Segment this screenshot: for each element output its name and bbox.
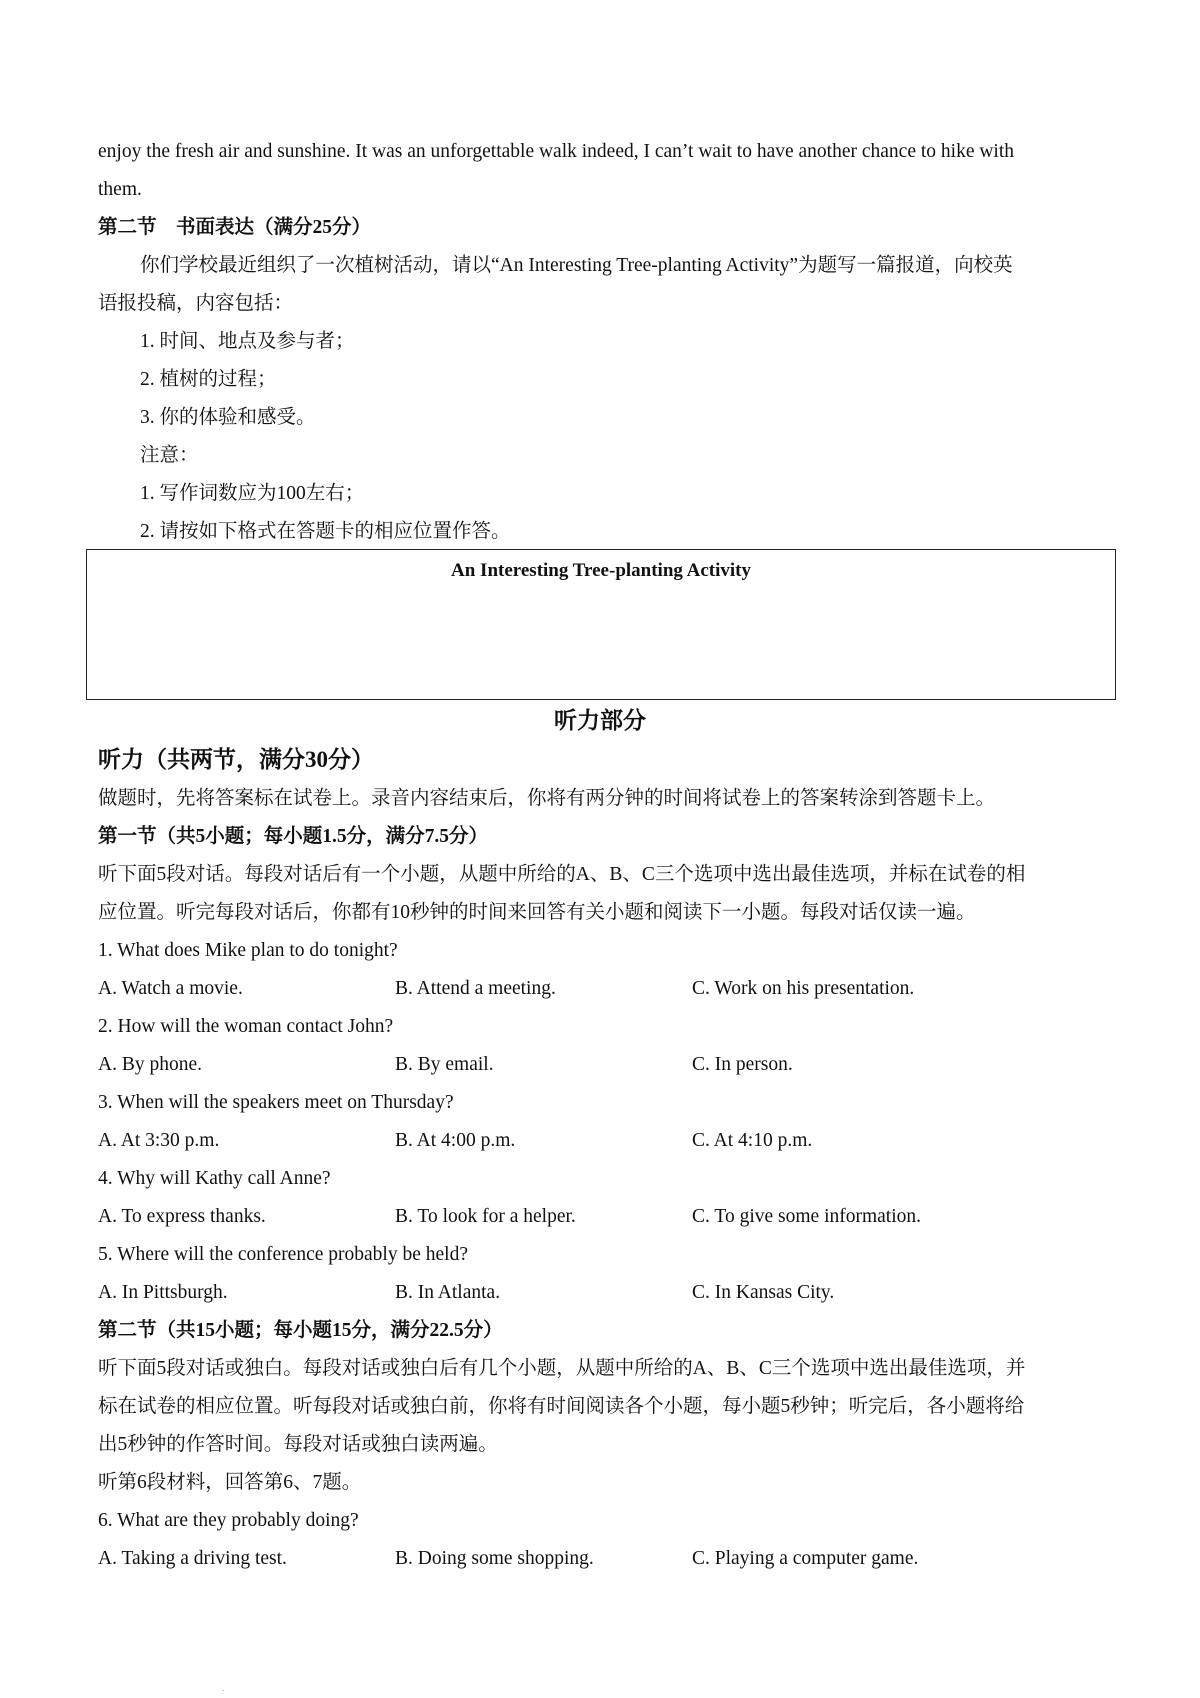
listening-instruction: 做题时，先将答案标在试卷上。录音内容结束后，你将有两分钟的时间将试卷上的答案转涂到答题卡上。 <box>98 788 996 809</box>
writing-note-1: 1. 写作词数应为100左右； <box>140 483 365 504</box>
q2-option-c: C. In person. <box>692 1054 793 1075</box>
question-6: 6. What are they probably doing? <box>98 1510 359 1531</box>
section2-desc-line-2: 标在试卷的相应位置。听每段对话或独白前，你将有时间阅读各个小题，每小题5秒钟；听完后，各小题将给 <box>98 1396 1025 1417</box>
question-4: 4. Why will Kathy call Anne? <box>98 1168 331 1189</box>
q4-option-c: C. To give some information. <box>692 1206 922 1227</box>
q1-option-a: A. Watch a movie. <box>98 978 243 999</box>
writing-heading: 第二节 书面表达（满分25分） <box>98 217 372 238</box>
question-1: 1. What does Mike plan to do tonight? <box>98 940 398 961</box>
q5-option-c: C. In Kansas City. <box>692 1282 835 1303</box>
q4-option-a: A. To express thanks. <box>98 1206 266 1227</box>
section2-material: 听第6段材料，回答第6、7题。 <box>98 1472 362 1493</box>
essay-box-title: An Interesting Tree-planting Activity <box>451 560 751 581</box>
q1-option-b: B. Attend a meeting. <box>395 978 556 999</box>
writing-note-2: 2. 请按如下格式在答题卡的相应位置作答。 <box>140 521 511 542</box>
q3-option-b: B. At 4:00 p.m. <box>395 1130 516 1151</box>
question-2: 2. How will the woman contact John? <box>98 1016 394 1037</box>
q4-option-b: B. To look for a helper. <box>395 1206 576 1227</box>
essay-answer-box <box>86 549 1116 700</box>
q5-option-a: A. In Pittsburgh. <box>98 1282 228 1303</box>
listening-part-title: 听力部分 <box>554 708 646 733</box>
q6-option-c: C. Playing a computer game. <box>692 1548 919 1569</box>
section1-desc-line-2: 应位置。听完每段对话后，你都有10秒钟的时间来回答有关小题和阅读下一小题。每段对话仅读一遍。 <box>98 902 976 923</box>
writing-note-label: 注意： <box>140 445 199 466</box>
section2-desc-line-3: 出5秒钟的作答时间。每段对话或独白读两遍。 <box>98 1434 498 1455</box>
q5-option-b: B. In Atlanta. <box>395 1282 501 1303</box>
listening-heading: 听力（共两节，满分30分） <box>98 747 374 772</box>
q1-option-c: C. Work on his presentation. <box>692 978 915 999</box>
q3-option-a: A. At 3:30 p.m. <box>98 1130 220 1151</box>
q2-option-a: A. By phone. <box>98 1054 202 1075</box>
writing-point-1: 1. 时间、地点及参与者； <box>140 331 355 352</box>
intro-line-1: enjoy the fresh air and sunshine. It was an unforgettable walk indeed, I can’t wait to have another chance to hike with <box>98 141 1015 162</box>
question-5: 5. Where will the conference probably be held? <box>98 1244 468 1265</box>
q6-option-a: A. Taking a driving test. <box>98 1548 287 1569</box>
section2-desc-line-1: 听下面5段对话或独白。每段对话或独白后有几个小题，从题中所给的A、B、C三个选项中选出最佳选项，并 <box>98 1358 1026 1379</box>
q6-option-b: B. Doing some shopping. <box>395 1548 594 1569</box>
q2-option-b: B. By email. <box>395 1054 494 1075</box>
writing-prompt-line-2: 语报投稿，内容包括： <box>98 293 294 314</box>
section1-heading: 第一节（共5小题；每小题1.5分，满分7.5分） <box>98 826 489 847</box>
writing-point-3: 3. 你的体验和感受。 <box>140 407 316 428</box>
footer-mark: . <box>222 1683 225 1693</box>
q3-option-c: C. At 4:10 p.m. <box>692 1130 813 1151</box>
intro-line-2: them. <box>98 179 142 200</box>
section2-heading: 第二节（共15小题；每小题15分，满分22.5分） <box>98 1320 503 1341</box>
writing-prompt-line-1: 你们学校最近组织了一次植树活动，请以“An Interesting Tree-planting Activity”为题写一篇报道，向校英 <box>140 255 1013 276</box>
section1-desc-line-1: 听下面5段对话。每段对话后有一个小题，从题中所给的A、B、C三个选项中选出最佳选项，并标在试卷的相 <box>98 864 1026 885</box>
question-3: 3. When will the speakers meet on Thursday? <box>98 1092 454 1113</box>
writing-point-2: 2. 植树的过程； <box>140 369 277 390</box>
